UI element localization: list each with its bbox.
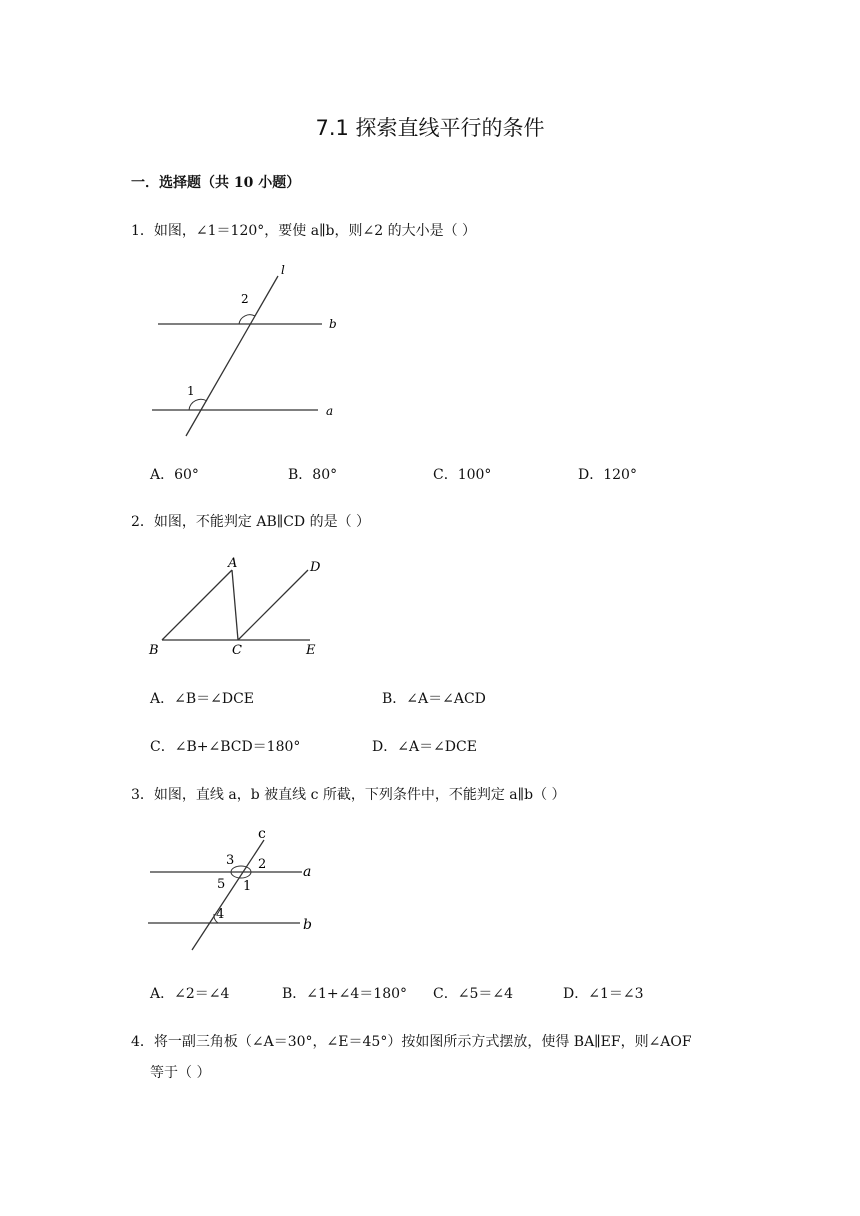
- q2-option-c: C．∠B+∠BCD＝180°: [150, 739, 301, 755]
- section-heading: 一．选择题（共 10 小题）: [131, 175, 301, 191]
- point-d: D: [310, 560, 321, 575]
- question-4-stem-line-2: 等于（ ）: [150, 1065, 211, 1081]
- question-3-figure: [140, 826, 330, 950]
- q2-option-d: D．∠A＝∠DCE: [372, 739, 477, 755]
- question-2-stem: 2．如图，不能判定 AB∥CD 的是（ ）: [131, 514, 371, 530]
- question-1-figure: [140, 258, 360, 448]
- label-a: a: [303, 864, 312, 880]
- label-a: a: [326, 404, 334, 418]
- label-angle-2: 2: [258, 857, 267, 872]
- label-angle-2: 2: [241, 292, 249, 306]
- label-angle-1: 1: [187, 384, 195, 398]
- q1-option-a: A．60°: [150, 467, 199, 483]
- point-e: E: [306, 643, 316, 658]
- q3-option-c: C．∠5＝∠4: [433, 986, 513, 1002]
- q2-option-b: B．∠A＝∠ACD: [382, 691, 486, 707]
- q3-option-d: D．∠1＝∠3: [563, 986, 644, 1002]
- label-c: c: [258, 826, 266, 842]
- q1-option-b: B．80°: [288, 467, 338, 483]
- point-c: C: [232, 643, 242, 658]
- point-b: B: [149, 643, 159, 658]
- point-a: A: [228, 556, 238, 571]
- q3-option-b: B．∠1+∠4＝180°: [282, 986, 408, 1002]
- q2-option-a: A．∠B＝∠DCE: [150, 691, 255, 707]
- segment-ac: [232, 570, 238, 640]
- question-4-stem-line-1: 4．将一副三角板（∠A＝30°，∠E＝45°）按如图所示方式摆放，使得 BA∥EF，则∠AOF: [131, 1034, 692, 1050]
- label-l: l: [281, 263, 285, 277]
- label-b: b: [329, 317, 337, 331]
- line-l: [186, 276, 278, 436]
- question-3-stem: 3．如图，直线 a，b 被直线 c 所截，下列条件中，不能判定 a∥b（ ）: [131, 787, 566, 803]
- label-b: b: [303, 917, 312, 933]
- question-1-stem: 1．如图，∠1＝120°，要使 a∥b，则∠2 的大小是（ ）: [131, 223, 477, 239]
- segment-cd: [238, 570, 308, 640]
- label-angle-5: 5: [217, 877, 226, 892]
- q1-option-d: D．120°: [578, 467, 637, 483]
- q1-option-c: C．100°: [433, 467, 492, 483]
- question-2-figure: [140, 552, 340, 662]
- q3-option-a: A．∠2＝∠4: [150, 986, 230, 1002]
- page-title: 7.1 探索直线平行的条件: [315, 116, 545, 140]
- label-angle-3: 3: [226, 853, 235, 868]
- segment-ba: [162, 570, 232, 640]
- label-angle-1: 1: [243, 879, 252, 894]
- label-angle-4: 4: [216, 907, 225, 922]
